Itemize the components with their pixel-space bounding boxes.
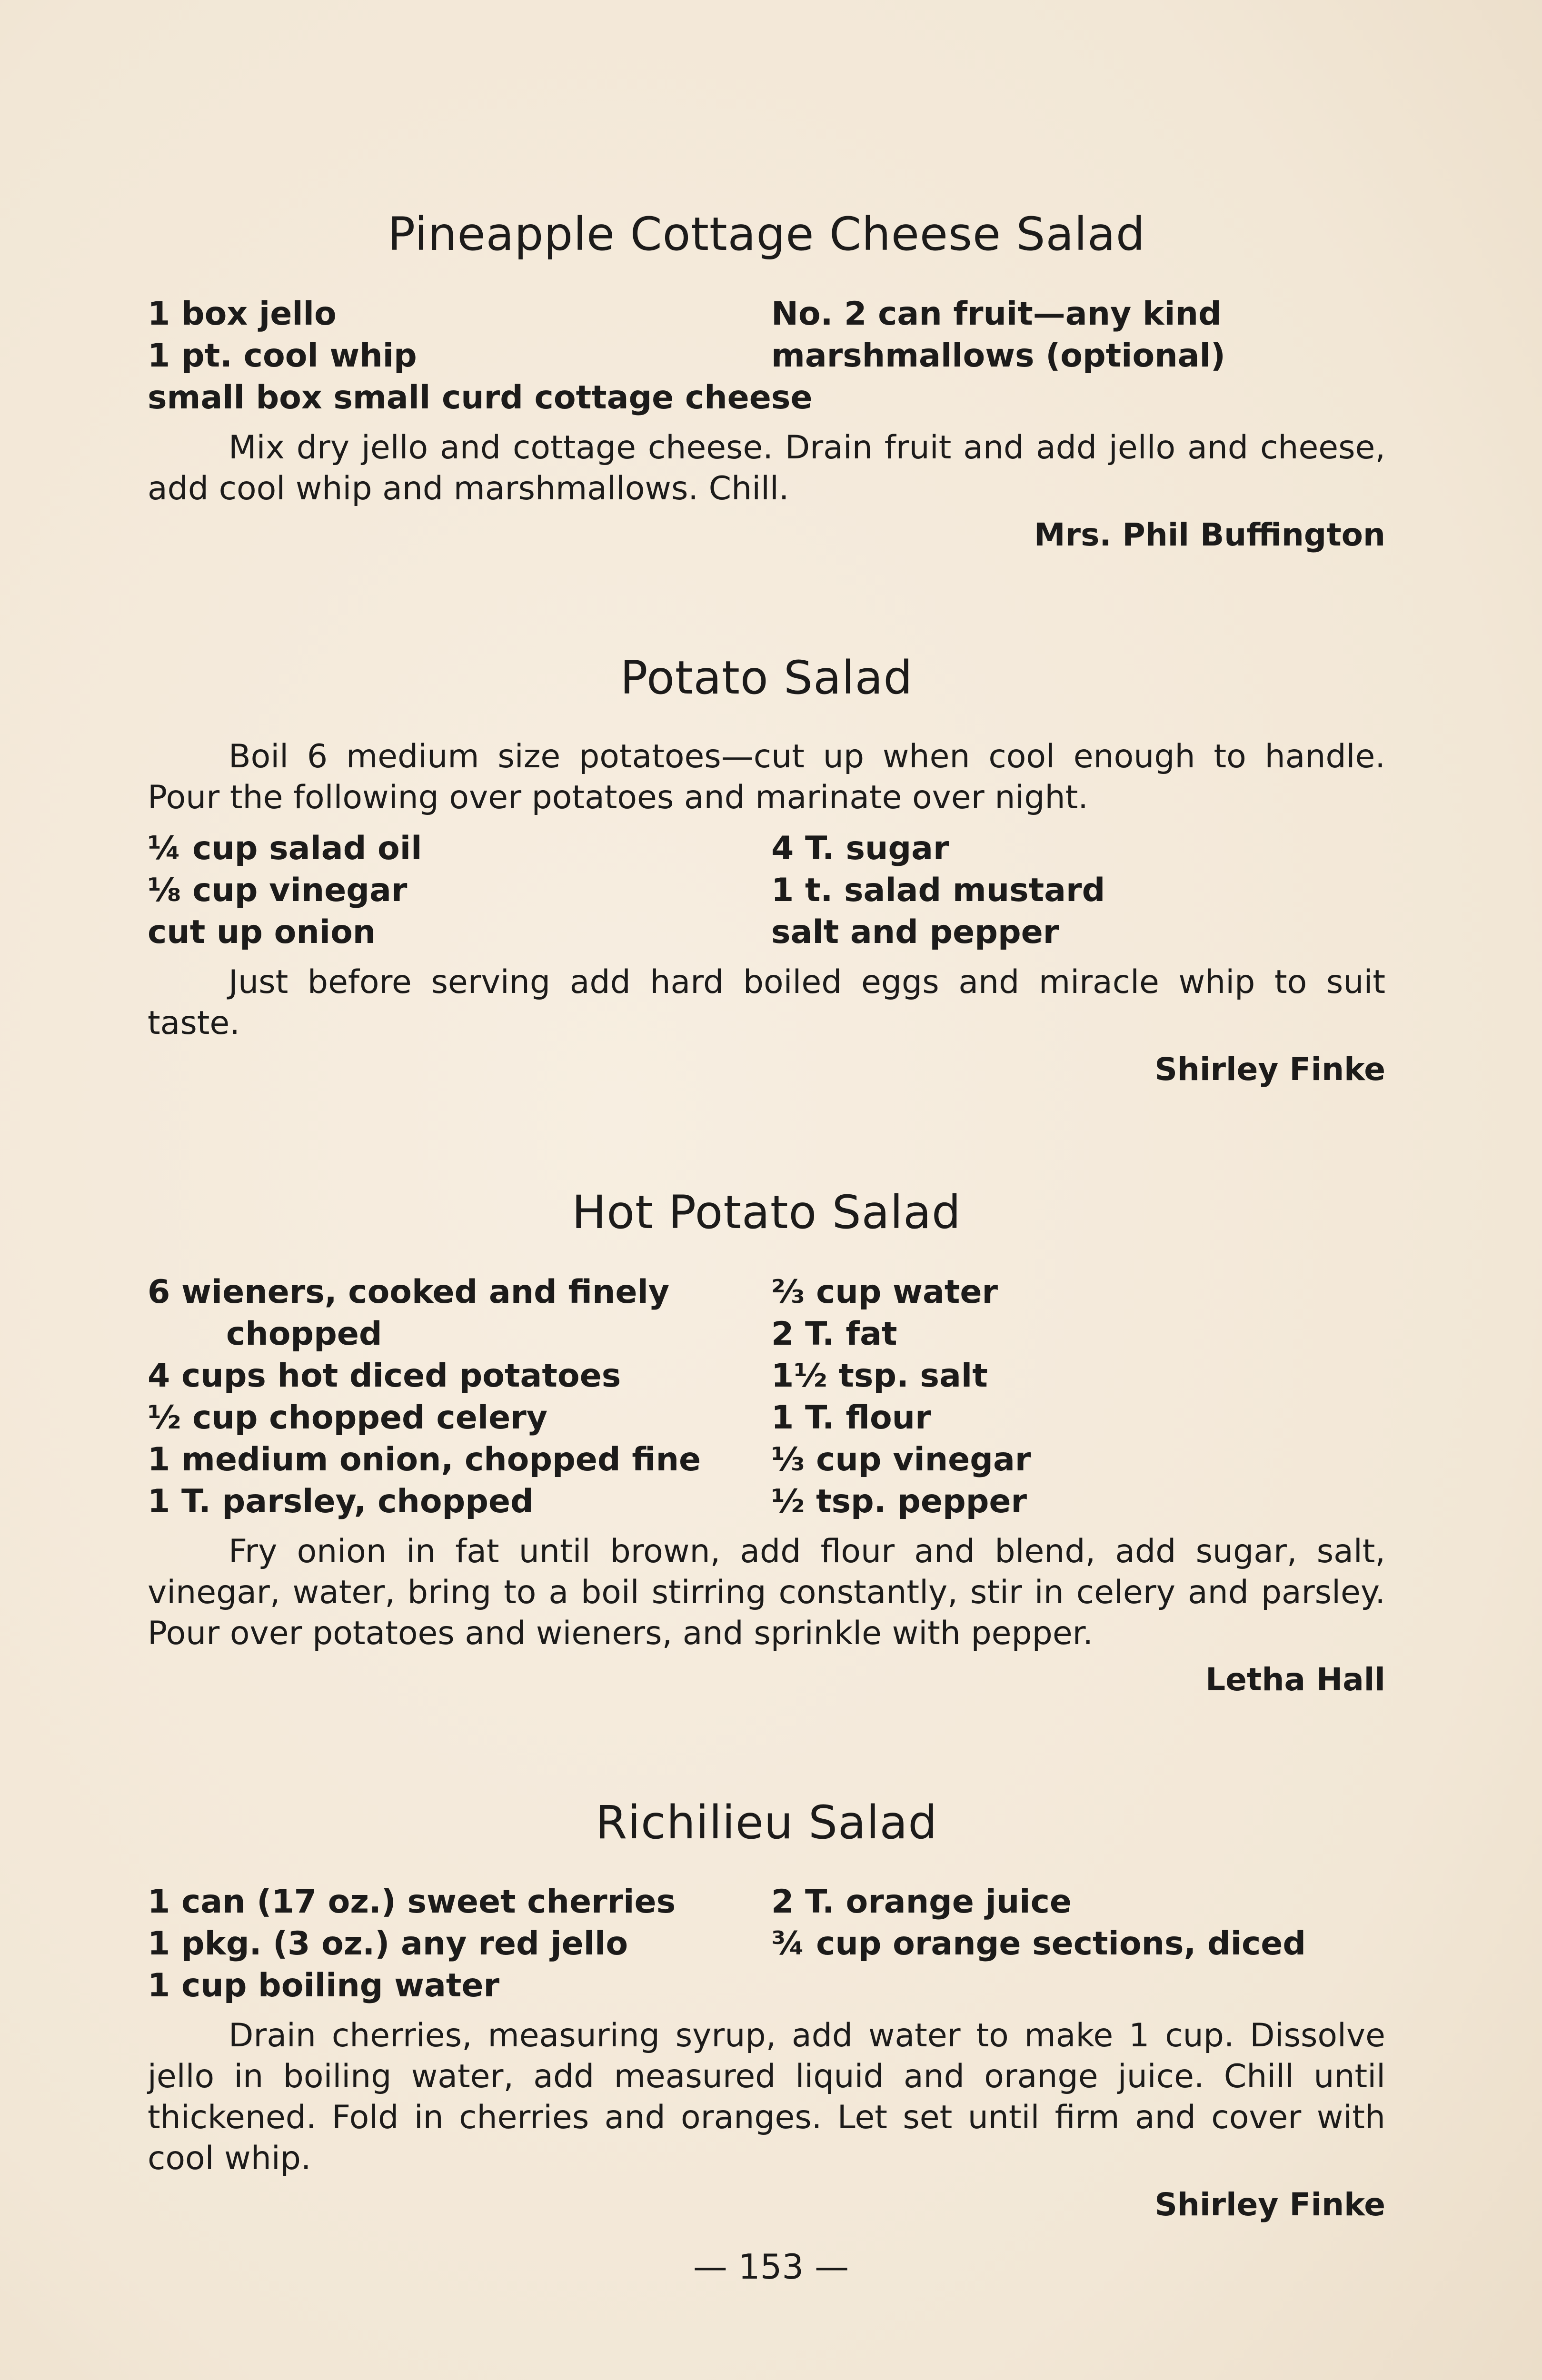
recipe-author: Letha Hall (1205, 1661, 1385, 1698)
ingredient: 4 cups hot diced potatoes (148, 1357, 621, 1395)
ingredient-column-right (762, 1271, 1385, 1523)
ingredient: chopped (226, 1315, 382, 1353)
ingredient-column-right (762, 828, 1385, 953)
ingredient: cut up onion (148, 913, 376, 952)
ingredient: 1 T. flour (771, 1398, 931, 1437)
ingredient: 1½ tsp. salt (771, 1357, 988, 1395)
recipe-richilieu-salad (148, 1795, 1385, 2228)
ingredient: 1 T. parsley, chopped (148, 1482, 534, 1520)
recipe-directions: Drain cherries, measuring syrup, add water to make 1 cup. Dissolve jello in boiling water, add measured liquid and orange juice. Chill until thickened. Fold in cherries and oranges. Let set until firm and cover with cool whip. (148, 2017, 1385, 2178)
recipe-directions: Mix dry jello and cottage cheese. Drain fruit and add jello and cheese, add cool whip and marshmallows. Chill. (148, 428, 1385, 507)
ingredient-list (148, 1881, 1385, 2007)
recipe-intro: Boil 6 medium size potatoes—cut up when cool enough to handle. Pour the following over potatoes and marinate over night. (148, 738, 1385, 817)
ingredient: 2 T. orange juice (771, 1883, 1072, 1921)
ingredient-column-right (762, 293, 1385, 377)
ingredient: 1 box jello (148, 295, 337, 333)
recipe-potato-salad (148, 653, 1385, 1093)
recipe-directions: Just before serving add hard boiled eggs and miracle whip to suit taste. (148, 963, 1385, 1042)
ingredient-column-right (762, 1881, 1385, 2007)
page-content (148, 209, 1385, 2228)
ingredient: ⅛ cup vinegar (148, 872, 408, 910)
ingredient: 1 pkg. (3 oz.) any red jello (148, 1925, 628, 1963)
recipe-author: Mrs. Phil Buffington (1034, 516, 1385, 553)
ingredient: 4 T. sugar (771, 830, 949, 868)
ingredient-list (148, 293, 1385, 377)
ingredient: 6 wieners, cooked and finely (148, 1273, 670, 1311)
recipe-title: Hot Potato Salad (572, 1186, 961, 1240)
ingredient-list (148, 1271, 1385, 1523)
ingredient: 1 t. salad mustard (771, 872, 1105, 910)
ingredient: 1 cup boiling water (148, 1967, 500, 2005)
ingredient: ⅓ cup vinegar (771, 1440, 1031, 1478)
ingredient-column-left (148, 1881, 762, 2007)
ingredient-list (148, 828, 1385, 953)
ingredient: small box small curd cottage cheese (148, 378, 813, 416)
ingredient: ¾ cup orange sections, diced (771, 1925, 1306, 1963)
recipe-author: Shirley Finke (1154, 2186, 1385, 2223)
ingredient: 1 can (17 oz.) sweet cherries (148, 1883, 676, 1921)
ingredient: marshmallows (optional) (771, 337, 1225, 375)
recipe-pineapple-cottage-cheese-salad (148, 209, 1385, 558)
recipe-hot-potato-salad (148, 1188, 1385, 1703)
ingredient: salt and pepper (771, 913, 1059, 952)
page-number: — 153 — (693, 2247, 849, 2287)
recipe-title: Potato Salad (620, 651, 913, 704)
ingredient: No. 2 can fruit—any kind (771, 295, 1222, 333)
ingredient: ½ cup chopped celery (148, 1398, 548, 1437)
ingredient-column-left (148, 293, 762, 377)
ingredient-column-left (148, 828, 762, 953)
recipe-title: Richilieu Salad (595, 1795, 938, 1849)
ingredient: ¼ cup salad oil (148, 830, 422, 868)
ingredient: ⅔ cup water (771, 1273, 998, 1311)
ingredient: 1 pt. cool whip (148, 337, 417, 375)
ingredient-column-left (148, 1271, 762, 1523)
recipe-title: Pineapple Cottage Cheese Salad (388, 208, 1145, 261)
recipe-directions: Fry onion in fat until brown, add flour and blend, add sugar, salt, vinegar, water, bring to a boil stirring constantly, stir in celery and parsley. Pour over potatoes and wieners, and sprinkle with pepper. (148, 1532, 1385, 1652)
recipe-author: Shirley Finke (1154, 1051, 1385, 1088)
ingredient: 1 medium onion, chopped fine (148, 1440, 701, 1478)
ingredient: 2 T. fat (771, 1315, 897, 1353)
ingredient: ½ tsp. pepper (771, 1482, 1027, 1520)
